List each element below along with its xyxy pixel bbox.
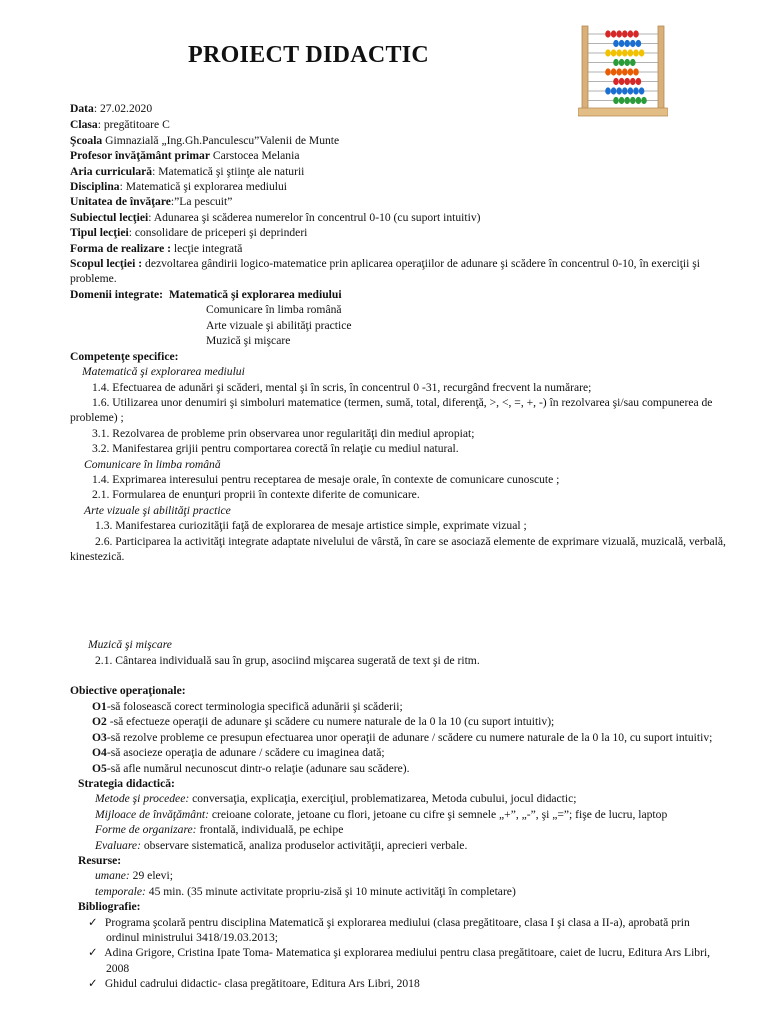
competency-group-title: Muzică şi mişcare: [88, 638, 172, 651]
strategy-row: Forme de organizare: frontală, individuală, pe echipe: [95, 823, 344, 836]
meta-date: Data: 27.02.2020: [70, 102, 153, 115]
meta-form: Forma de realizare : lecţie integrată: [70, 242, 243, 255]
domain-item: Muzică şi mişcare: [206, 334, 291, 347]
bibliography-item-cont: 2008: [106, 962, 130, 975]
competency-group-title: Matematică şi explorarea mediului: [82, 365, 245, 378]
page-title: PROIECT DIDACTIC: [188, 42, 430, 68]
competency-item: 3.1. Rezolvarea de probleme prin observarea unor regularităţi din mediul apropiat;: [92, 427, 475, 440]
objective-item: O1-să folosească corect terminologia specifică adunării şi scăderii;: [92, 700, 403, 713]
competency-item: 1.6. Utilizarea unor denumiri şi simboluri matematice (termen, sumă, total, diferenţă, >, <, =, +, -) în rezolvarea şi/sau compunerea de: [92, 396, 713, 409]
competencies-heading: Competenţe specifice:: [70, 350, 179, 363]
objective-item: O3-să rezolve probleme ce presupun efectuarea unor operaţii de adunare / scădere cu numere naturale de la 0 la 10, cu suport intuitiv;: [92, 731, 713, 744]
resource-row: temporale: 45 min. (35 minute activitate propriu-zisă şi 10 minute activităţi în completare): [95, 885, 516, 898]
bibliography-item-cont: ordinul ministrului 3418/19.03.2013;: [106, 931, 278, 944]
bibliography-item: ✓ Adina Grigore, Cristina Ipate Toma- Matematica şi explorarea mediului pentru clasa pregătitoare, caiet de lucru, Editura Ars Libri,: [88, 946, 711, 959]
check-icon: ✓: [88, 916, 98, 929]
check-icon: ✓: [88, 977, 98, 990]
objective-item: O2 -să efectueze operaţii de adunare şi scădere cu numere naturale de la 0 la 10 (cu suport intuitiv);: [92, 715, 555, 728]
domain-item: Comunicare în limba română: [206, 303, 342, 316]
meta-learning-unit: Unitatea de învăţare:”La pescuit”: [70, 195, 233, 208]
bibliography-heading: Bibliografie:: [78, 900, 141, 913]
competency-item: 1.3. Manifestarea curiozităţii faţă de explorarea de mesaje artistice simple, exprimate vizual ;: [95, 519, 527, 532]
meta-discipline: Disciplina: Matematică şi explorarea mediului: [70, 180, 288, 193]
competency-item: 1.4. Efectuarea de adunări şi scăderi, mental şi în scris, în concentrul 0 -31, recurgând frecvent la numărare;: [92, 381, 592, 394]
competency-item-cont: probleme) ;: [70, 411, 124, 424]
strategy-heading: Strategia didactică:: [78, 777, 175, 790]
competency-item: 3.2. Manifestarea grijii pentru comportarea corectă în relaţie cu mediul natural.: [92, 442, 459, 455]
competency-item: 2.1. Cântarea individuală sau în grup, asociind mişcarea sugerată de text şi de ritm.: [95, 654, 480, 667]
objective-item: O4-să asocieze operaţia de adunare / scădere cu imaginea dată;: [92, 746, 385, 759]
competency-item: 2.6. Participarea la activităţi integrate adaptate nivelului de vârstă, în care se asociază elemente de exprimare vizuală, muzicală, verbală,: [95, 535, 726, 548]
bibliography-item: ✓ Programa şcolară pentru disciplina Matematică şi explorarea mediului (clasa pregătitoare, clasa I şi clasa a II-a), aprobată prin: [88, 916, 690, 929]
meta-school: Şcoala Gimnazială „Ing.Gh.Panculescu”Valenii de Munte: [70, 134, 340, 147]
objectives-heading: Obiective operaţionale:: [70, 684, 186, 697]
objective-item: O5-să afle numărul necunoscut dintr-o relaţie (adunare sau scădere).: [92, 762, 410, 775]
strategy-row: Mijloace de învăţământ: creioane colorate, jetoane cu flori, jetoane cu cifre şi semnele „+”, „-”, şi „=”; fişe de lucru, laptop: [95, 808, 668, 821]
resource-row: umane: 29 elevi;: [95, 869, 173, 882]
meta-curricular-area: Aria curriculară: Matematică şi ştiinţe ale naturii: [70, 165, 305, 178]
resources-heading: Resurse:: [78, 854, 122, 867]
domain-item: Arte vizuale şi abilităţi practice: [206, 319, 352, 332]
strategy-row: Metode şi procedee: conversaţia, explicaţia, exerciţiul, problematizarea, Metoda cubului, jocul didactic;: [95, 792, 577, 805]
abacus-icon: [578, 22, 668, 118]
lesson-scope-cont: probleme.: [70, 272, 117, 285]
competency-item-cont: kinestezică.: [70, 550, 125, 563]
competency-item: 1.4. Exprimarea interesului pentru receptarea de mesaje orale, în contexte de comunicare cunoscute ;: [92, 473, 560, 486]
competency-item: 2.1. Formularea de enunţuri proprii în contexte diferite de comunicare.: [92, 488, 420, 501]
meta-teacher: Profesor învăţământ primar Carstocea Melania: [70, 149, 300, 162]
check-icon: ✓: [88, 946, 98, 959]
meta-lesson-subject: Subiectul lecţiei: Adunarea şi scăderea numerelor în concentrul 0-10 (cu suport intuitiv): [70, 211, 481, 224]
meta-lesson-type: Tipul lecţiei: consolidare de priceperi şi deprinderi: [70, 226, 308, 239]
meta-class: Clasa: pregătitoare C: [70, 118, 170, 131]
competency-group-title: Comunicare în limba română: [84, 458, 221, 471]
strategy-row: Evaluare: observare sistematică, analiza produselor activităţii, aprecieri verbale.: [95, 839, 468, 852]
competency-group-title: Arte vizuale şi abilităţi practice: [84, 504, 231, 517]
bibliography-item: ✓ Ghidul cadrului didactic- clasa pregătitoare, Editura Ars Libri, 2018: [88, 977, 420, 990]
integrated-domains: Domenii integrate: Matematică şi explorarea mediului: [70, 288, 342, 301]
lesson-scope: Scopul lecţiei : dezvoltarea gândirii logico-matematice prin aplicarea operaţiilor de adunare şi scădere în concentrul 0-10, în exerciţii şi: [70, 257, 701, 270]
